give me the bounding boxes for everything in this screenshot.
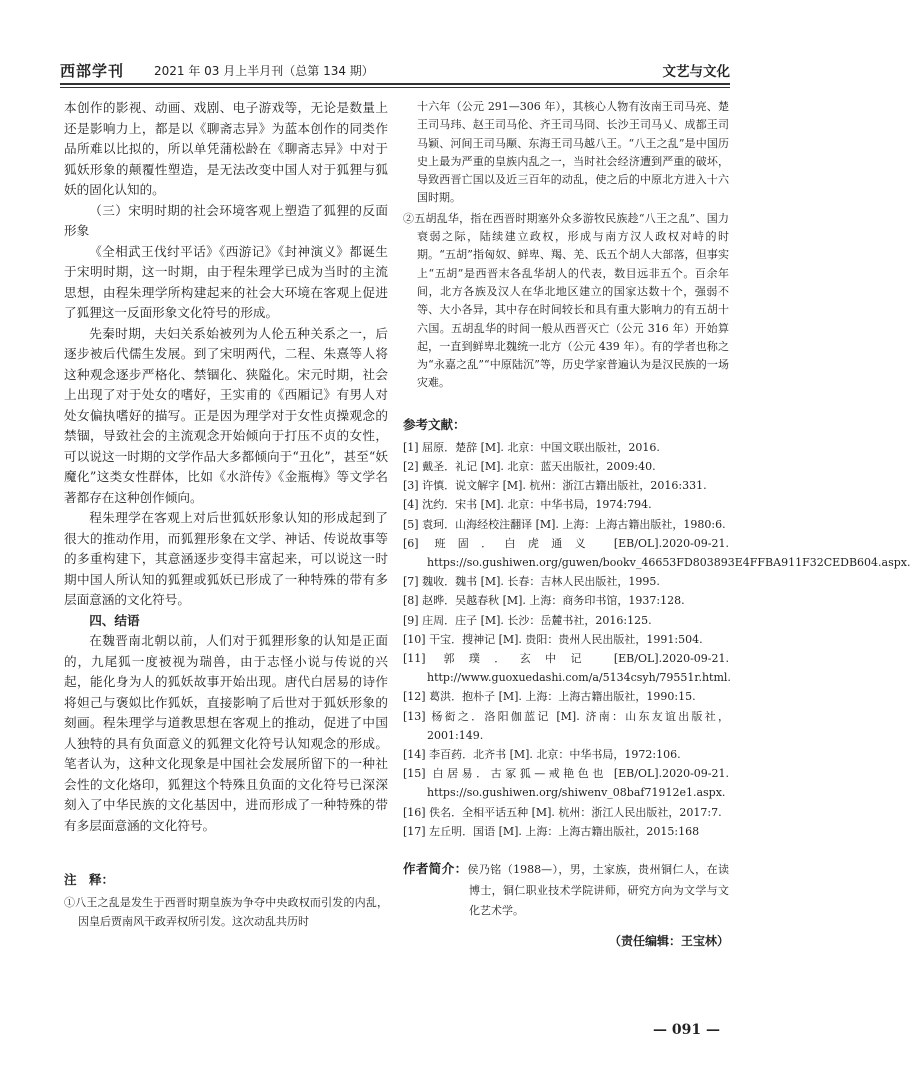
left-column (64, 98, 388, 931)
notes-heading: 注 释： (64, 872, 115, 887)
reference-list (403, 438, 910, 841)
page-number: — 091 — (653, 1022, 720, 1038)
reference-item: [16] 佚名．全相平话五种 [M]. 杭州：浙江人民出版社，2017:7. (403, 805, 722, 819)
footnote: ②五胡乱华，指在西晋时期塞外众多游牧民族趁“八王之乱”、国力衰弱之际，陆续建立政权，形成与南方汉人政权对峙的时期。“五胡”指匈奴、鲜卑、羯、羌、氐五个胡人大部落，但事实上“五胡”是西晋末各乱华胡人的代表，数目远非五个。百余年间，北方各族及汉人在华北地区建立的国家达数十个，强弱不等、大小各异，其中存在时间较长和具有重大影响力的有五胡十六国。五胡乱华的时间一般从西晋灭亡（公元 316 年）开始算起，一直到鲜卑北魏统一北方（公元 439 年）。有的学者也称之为“永嘉之乱”“中原陆沉”等，历史学家普遍认为是汉民族的一场灾难。 (403, 211, 729, 390)
header-rule (60, 83, 730, 85)
reference-item: [10] 干宝．搜神记 [M]. 贵阳：贵州人民出版社，1991:504. (403, 632, 703, 646)
body-paragraph: 先秦时期，夫妇关系始被列为人伦五种关系之一，后逐步被后代儒生发展。到了宋明两代，二程、朱熹等人将这种观念逐步严格化、禁锢化、狭隘化。宋元时期，社会上出现了对于处女的嗜好，王实甫的《西厢记》有男人对处女偏执嗜好的描写。正是因为理学对于女性贞操观念的禁锢，导致社会的主流观念开始倾向于打压不贞的女性，可以说这一时期的文学作品大多都倾向于“丑化”，甚至“妖魔化”这类女性群体，比如《水浒传》《金瓶梅》等文学名著都存在这种创作倾向。 (64, 325, 388, 505)
reference-item: [12] 葛洪．抱朴子 [M]. 上海：上海古籍出版社，1990:15. (403, 690, 696, 704)
references-heading: 参考文献： (403, 416, 466, 432)
body-paragraph: 程朱理学在客观上对后世狐妖形象认知的形成起到了很大的推动作用，而狐狸形象在文学、神话、传说故事等的多重构建下，其意涵逐步变得丰富起来，可以说这一时期中国人所认知的狐狸或狐妖已形成了一种特殊的带有多层面意涵的文化符号。 (64, 510, 388, 607)
footnote: ①八王之乱是发生于西晋时期皇族为争夺中央政权而引发的内乱，因皇后贾南风干政弄权所引发。这次动乱共历时 (64, 896, 388, 928)
subsection-heading: （三）宋明时期的社会环境客观上塑造了狐狸的反面形象 (64, 202, 388, 238)
reference-item: [2] 戴圣．礼记 [M]. 北京：蓝天出版社，2009:40. (403, 459, 656, 473)
body-paragraph: 本创作的影视、动画、戏剧、电子游戏等，无论是数量上还是影响力上，都是以《聊斋志异》为蓝本创作的同类作品所难以比拟的，所以单凭蒲松龄在《聊斋志异》中对于狐妖形象的颠覆性塑造，是无法改变中国人对于狐狸与狐妖的固化认知的。 (64, 100, 388, 197)
author-bio-label: 作者简介： (403, 861, 468, 877)
editor-credit: （责任编辑：王宝林） (608, 933, 729, 948)
page-header (60, 58, 730, 84)
author-bio (403, 859, 729, 922)
reference-item: [9] 庄周．庄子 [M]. 长沙：岳麓书社，2016:125. (403, 613, 652, 627)
body-paragraph: 在魏晋南北朝以前，人们对于狐狸形象的认知是正面的，九尾狐一度被视为瑞兽，由于志怪小说与传说的兴起，能化身为人的狐妖故事开始出现。唐代白居易的诗作将妲己与褒姒比作狐妖，直接影响了后世对于狐妖形象的刻画。程朱理学与道教思想在客观上的推动，促进了中国人独特的具有负面意义的狐狸文化符号认知观念的形成。笔者认为，这种文化现象是中国社会发展所留下的一种社会性的文化烙印，狐狸这个特殊且负面的文化符号已深深刻入了中华民族的文化基因中，进而形成了一种特殊的带有多层面意涵的文化符号。 (64, 633, 388, 833)
journal-logo: 西部学刊 (60, 62, 125, 80)
right-column (403, 98, 910, 949)
reference-item: [5] 袁珂．山海经校注翻译 [M]. 上海：上海古籍出版社，1980:6. (403, 517, 726, 531)
section-heading: 四、结语 (89, 612, 140, 628)
body-paragraph: 《全相武王伐纣平话》《西游记》《封神演义》都诞生于宋明时期，这一时期，由于程朱理学已成为当时的主流思想，由程朱理学所构建起来的社会大环境在客观上促进了狐狸这一反面形象文化符号的形成。 (64, 243, 388, 320)
reference-item: [13] 杨衒之．洛阳伽蓝记 [M]. 济南：山东友谊出版社，2001:149. (403, 709, 729, 742)
reference-item: [1] 屈原．楚辞 [M]. 北京：中国文联出版社，2016. (403, 440, 660, 454)
reference-item: [17] 左丘明．国语 [M]. 上海：上海古籍出版社，2015:168 (403, 824, 700, 838)
author-bio-text: 侯乃铭（1988—），男，土家族，贵州铜仁人，在读博士，铜仁职业技术学院讲师，研究方向为文学与文化艺术学。 (467, 863, 729, 918)
reference-item: [4] 沈约．宋书 [M]. 北京：中华书局，1974:794. (403, 498, 652, 512)
reference-item: [3] 许慎．说文解字 [M]. 杭州：浙江古籍出版社，2016:331. (403, 479, 707, 493)
section-title: 文艺与文化 (662, 64, 730, 80)
reference-item: [7] 魏收．魏书 [M]. 长春：吉林人民出版社，1995. (403, 575, 660, 589)
issue-info: 2021 年 03 月上半月刊（总第 134 期） (154, 64, 374, 78)
header-rule-thin (60, 87, 730, 88)
reference-item: [11] 郭璞．玄中记 [EB/OL].2020-09-21. http://www.guoxuedashi.com/a/5134csyh/79551r.html. (403, 651, 731, 685)
reference-item: [15] 白居易．古冢狐—戒艳色也 [EB/OL].2020-09-21. https://so.gushiwen.org/shiwenv_08baf71912e1.aspx. (403, 767, 729, 800)
reference-item: [8] 赵晔．吴越春秋 [M]. 上海：商务印书馆，1937:128. (403, 594, 685, 608)
reference-item: [14] 李百药．北齐书 [M]. 北京：中华书局，1972:106. (403, 748, 681, 761)
footnote-continued: 十六年（公元 291—306 年），其核心人物有汝南王司马亮、楚王司马玮、赵王司马伦、齐王司马冏、长沙王司马乂、成都王司马颖、河间王司马颙、东海王司马越八王。“八王之乱”是中国历史上最为严重的皇族内乱之一，当时社会经济遭到严重的破坏，导致西晋亡国以及近三百年的动乱，使之后的中原北方进入十六国时期。 (417, 100, 729, 205)
reference-item: [6] 班固．白虎通义 [EB/OL].2020-09-21. https://so.gushiwen.org/guwen/bookv_46653FD803893E4FFBA911F32CEDB604.aspx. (403, 536, 910, 569)
